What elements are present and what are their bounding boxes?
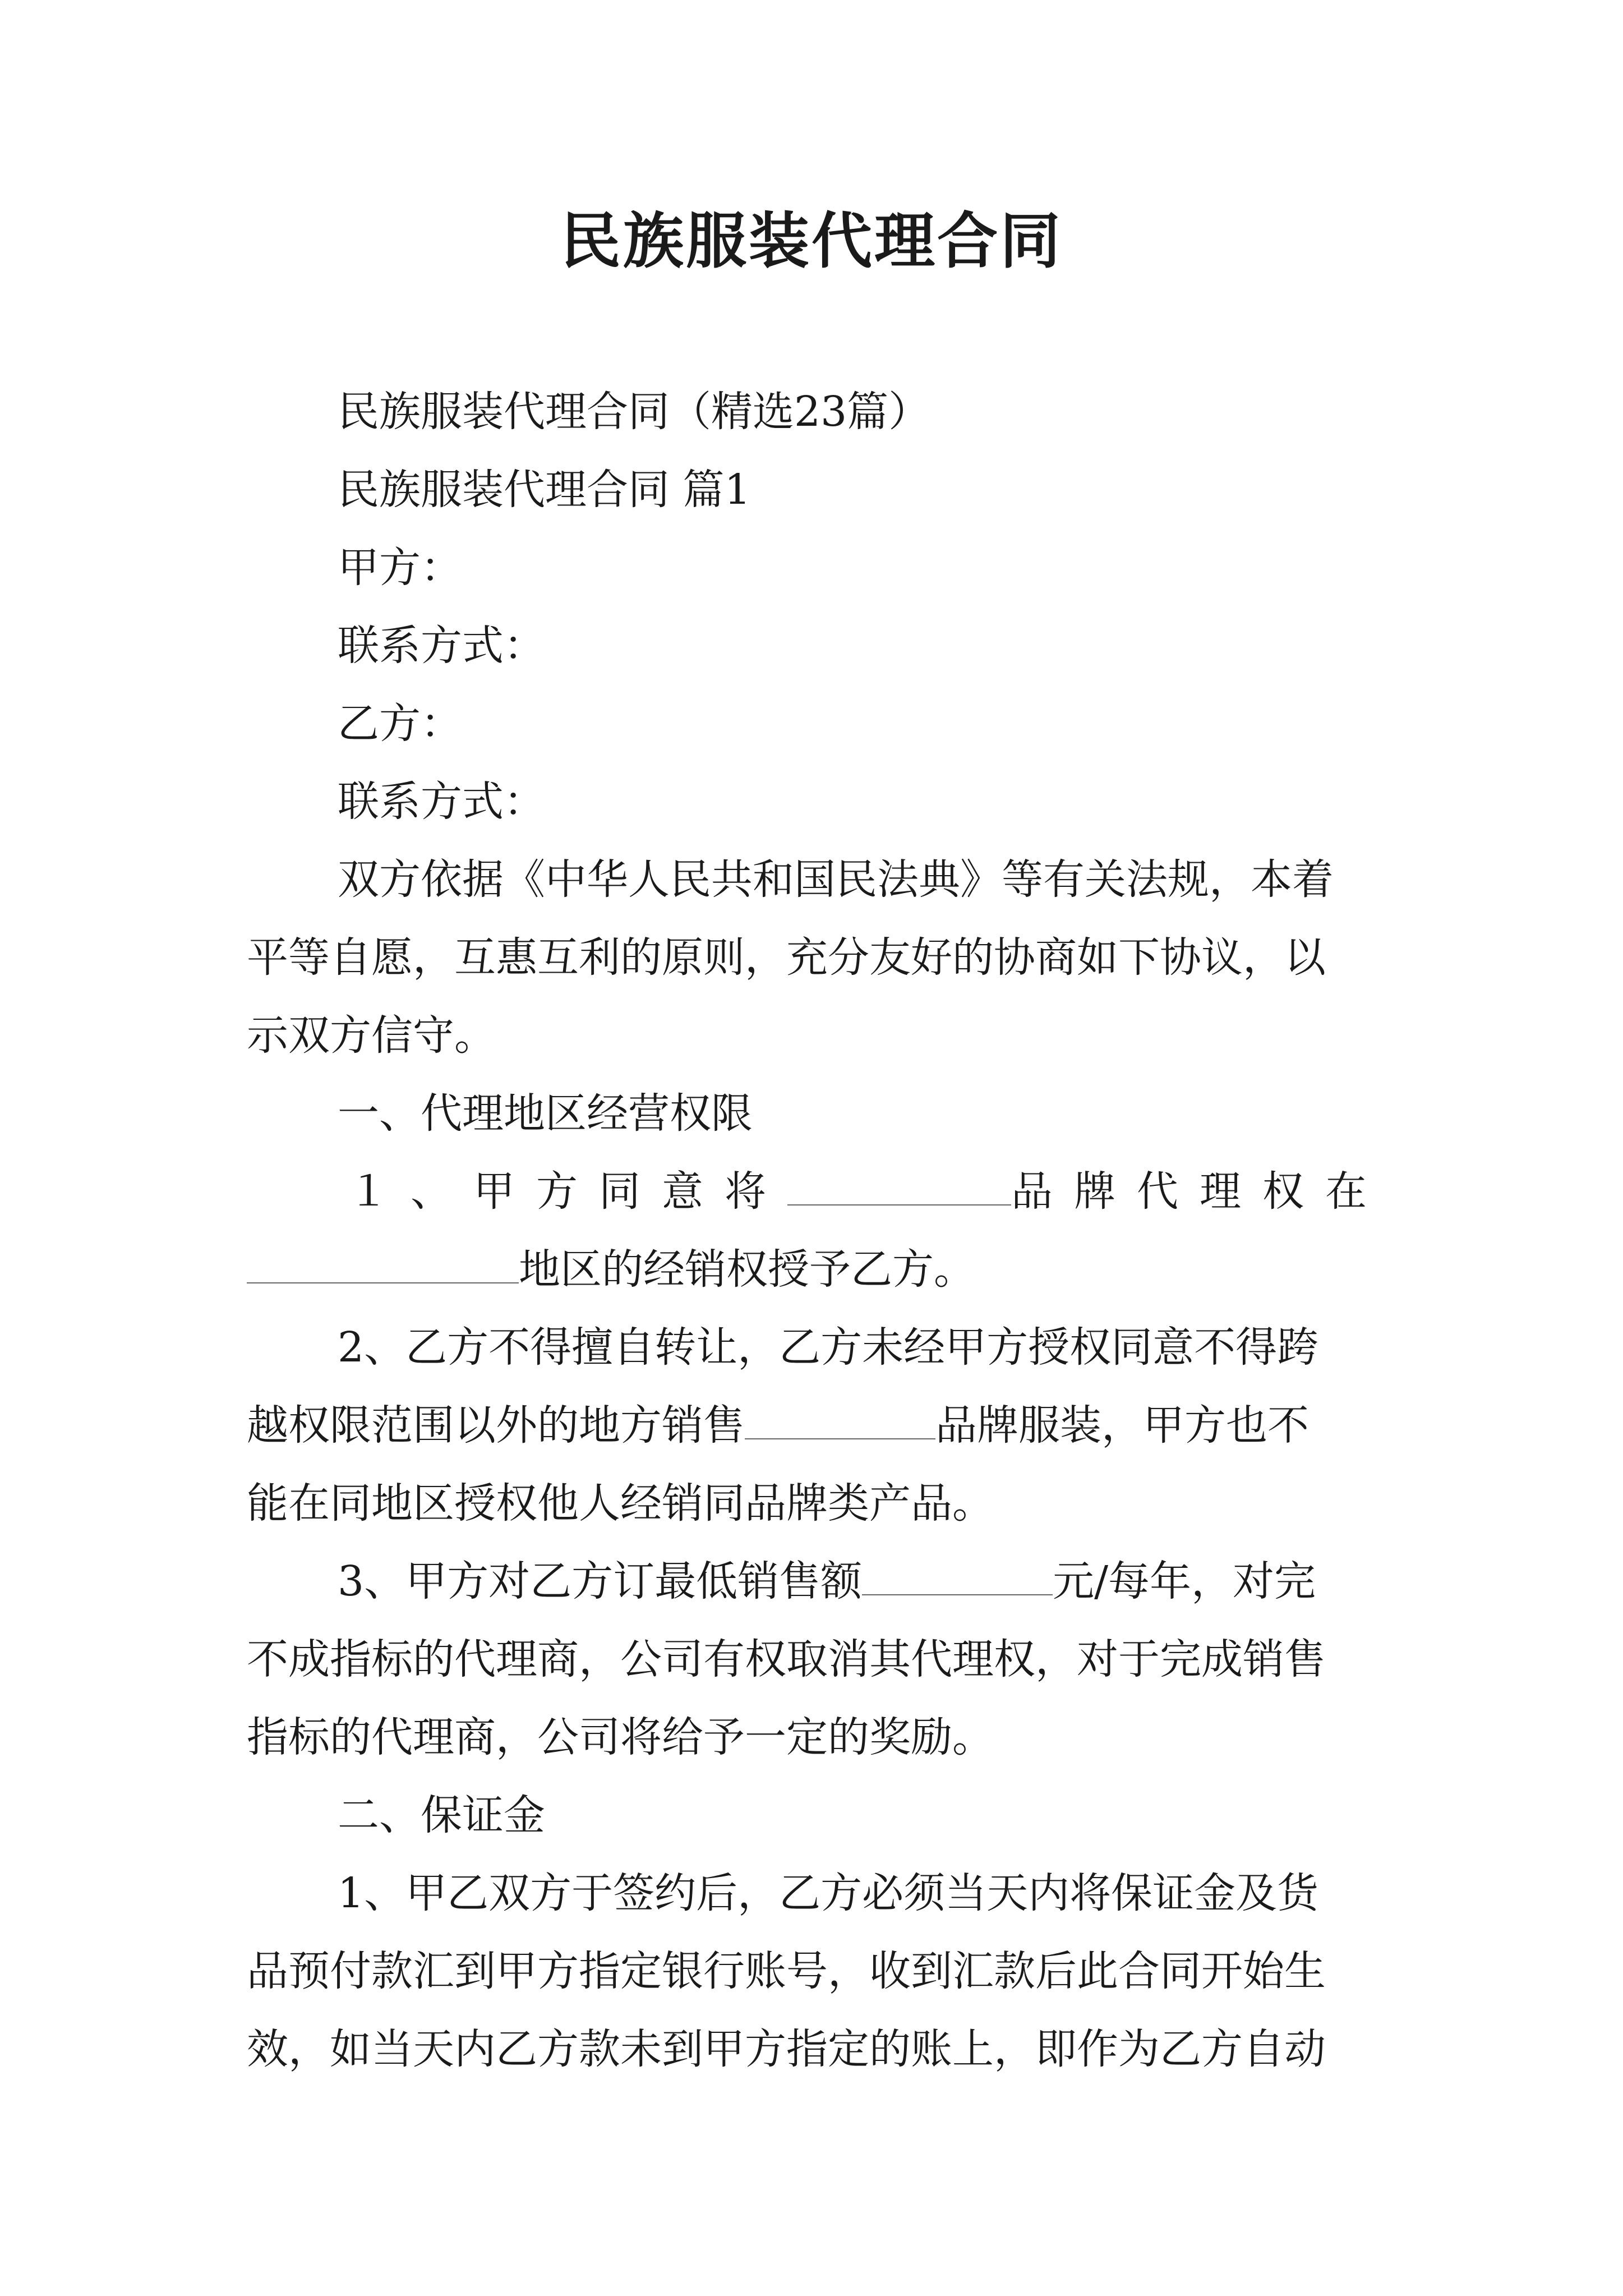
clause-heading: 一、代理地区经营权限 <box>338 1089 753 1138</box>
clause-line: 2、乙方不得擅自转让，乙方未经甲方授权同意不得跨 <box>338 1323 1319 1372</box>
paragraph-line: 示双方信守。 <box>247 1011 496 1060</box>
subtitle-line: 民族服装代理合同（精选23篇） <box>338 388 930 436</box>
document-title: 民族服装代理合同 <box>560 206 1063 277</box>
clause-line: 能在同地区授权他人经销同品牌类产品。 <box>247 1479 994 1527</box>
blank-field <box>745 1404 935 1439</box>
clause-text: 品牌服装，甲方也不 <box>935 1401 1309 1450</box>
document-body <box>247 373 1388 2088</box>
party-a-contact-label: 联系方式： <box>338 622 545 670</box>
clause-line: 指标的代理商，公司将给予一定的奖励。 <box>247 1713 994 1761</box>
section-heading: 民族服装代理合同 篇1 <box>338 466 751 514</box>
paragraph-line: 平等自愿，互惠互利的原则，充分友好的协商如下协议，以 <box>247 933 1326 982</box>
clause-line <box>247 1153 1388 1231</box>
clause-text: １、甲方同意将 <box>348 1167 787 1216</box>
party-b-contact-label: 联系方式： <box>338 777 545 826</box>
clause-text: 品牌代理权在 <box>1011 1167 1388 1216</box>
party-b-label: 乙方： <box>338 700 462 748</box>
clause-text: 3、甲方对乙方订最低销售额 <box>338 1557 863 1605</box>
clause-line <box>247 1387 1388 1465</box>
party-a-label: 甲方： <box>338 544 462 592</box>
clause-line <box>247 1231 1388 1309</box>
clause-text: 元/每年，对完 <box>1053 1557 1316 1605</box>
clause-line: 品预付款汇到甲方指定银行账号，收到汇款后此合同开始生 <box>247 1947 1326 1995</box>
blank-field <box>787 1170 1011 1205</box>
paragraph-line <box>247 841 1388 919</box>
clause-text: 地区的经销权授予乙方。 <box>519 1245 975 1294</box>
clause-line <box>247 1543 1388 1621</box>
clause-line: 效，如当天内乙方款未到甲方指定的账上，即作为乙方自动 <box>247 2025 1326 2073</box>
clause-heading: 二、保证金 <box>338 1791 545 1839</box>
blank-field <box>247 1248 519 1283</box>
clause-line: 不成指标的代理商，公司有权取消其代理权，对于完成销售 <box>247 1635 1326 1683</box>
blank-field <box>862 1559 1053 1595</box>
paragraph-text: 双方依据《中华人民共和国民法典》等有关法规，本着 <box>338 855 1334 904</box>
clause-text: 越权限范围以外的地方销售 <box>247 1401 745 1450</box>
clause-line: 1、甲乙双方于签约后，乙方必须当天内将保证金及货 <box>338 1869 1319 1917</box>
